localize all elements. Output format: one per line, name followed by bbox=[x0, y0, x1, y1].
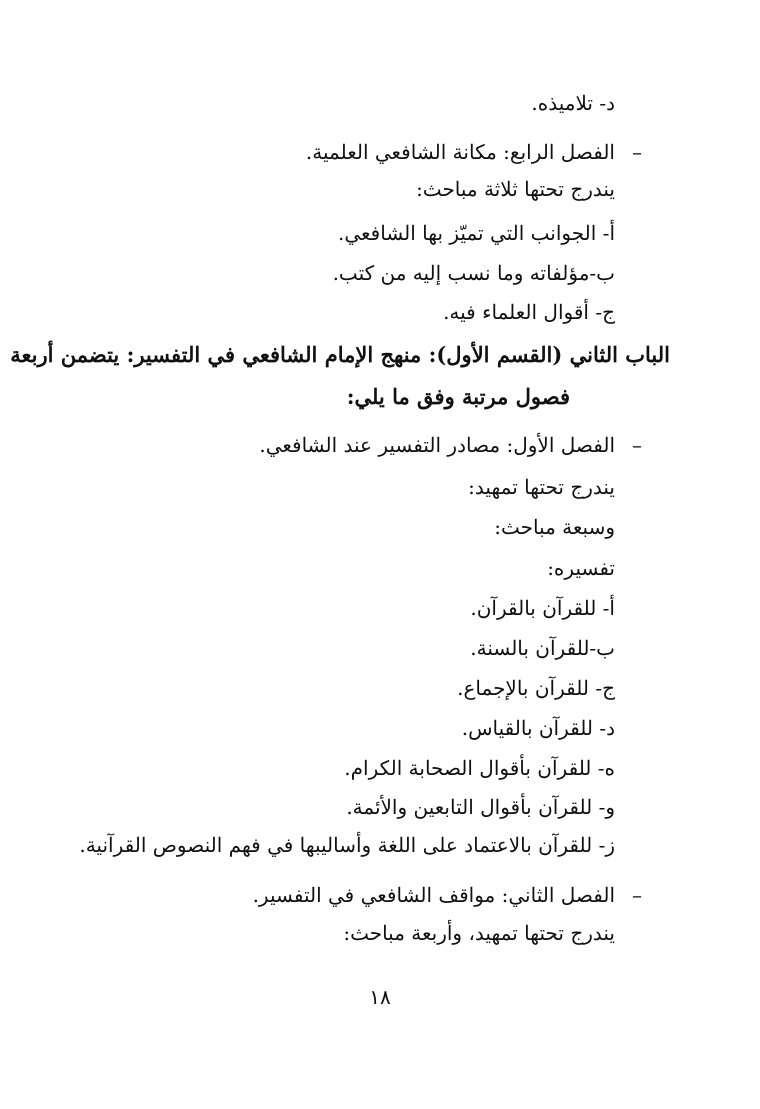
chapter-one-item-f: و- للقرآن بأقوال التابعين والأئمة. bbox=[346, 795, 615, 819]
chapter-one-item-c: ج- للقرآن بالإجماع. bbox=[457, 676, 615, 700]
chapter-four-intro: يندرج تحتها ثلاثة مباحث: bbox=[416, 177, 615, 201]
chapter-one-title: الفصل الأول: مصادر التفسير عند الشافعي. bbox=[259, 433, 615, 457]
chapter-one-item-g: ز- للقرآن بالاعتماد على اللغة وأساليبها في فهم النصوص القرآنية. bbox=[79, 833, 615, 857]
chapter-one-item-b: ب-للقرآن بالسنة. bbox=[470, 636, 615, 660]
chapter-four-title: الفصل الرابع: مكانة الشافعي العلمية. bbox=[305, 140, 615, 164]
part-two-heading: الباب الثاني (القسم الأول): منهج الإمام الشافعي في التفسير: يتضمن أربعة bbox=[10, 342, 670, 367]
chapter-four-item-c: ج- أقوال العلماء فيه. bbox=[443, 300, 615, 324]
dash-bullet: – bbox=[632, 140, 642, 164]
chapter-one-intro: يندرج تحتها تمهيد: bbox=[468, 475, 615, 499]
chapter-four-item-a: أ- الجوانب التي تميّز بها الشافعي. bbox=[337, 221, 615, 245]
page-number: ١٨ bbox=[369, 985, 391, 1009]
chapter-one-item-d: د- للقرآن بالقياس. bbox=[461, 716, 615, 740]
chapter-two-intro: يندرج تحتها تمهيد، وأربعة مباحث: bbox=[343, 921, 615, 945]
part-two-heading-continued: فصول مرتبة وفق ما يلي: bbox=[346, 384, 570, 409]
chapter-one-sections: وسبعة مباحث: bbox=[494, 515, 615, 539]
line-item-d-students: د- تلاميذه. bbox=[531, 91, 615, 115]
chapter-two-title: الفصل الثاني: مواقف الشافعي في التفسير. bbox=[252, 883, 615, 907]
chapter-one-item-e: ه- للقرآن بأقوال الصحابة الكرام. bbox=[344, 756, 615, 780]
dash-bullet: – bbox=[632, 883, 642, 907]
chapter-one-item-a: أ- للقرآن بالقرآن. bbox=[470, 596, 615, 620]
dash-bullet: – bbox=[632, 433, 642, 457]
chapter-four-item-b: ب-مؤلفاته وما نسب إليه من كتب. bbox=[332, 261, 615, 285]
chapter-one-tafsir-label: تفسيره: bbox=[547, 556, 615, 580]
